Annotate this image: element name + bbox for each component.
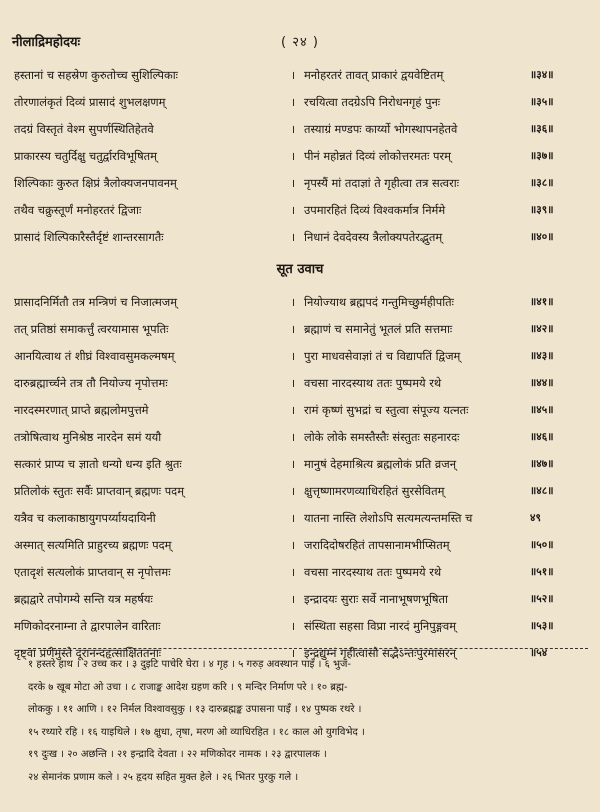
verse-first-half: प्रासादनिर्मितौ तत्र मन्त्रिणं च निजात्मजम् [14, 295, 178, 309]
verse-line [0, 532, 600, 559]
verse-second-half: लोके लोके समस्तैस्तैः संस्तुतः सहनारदः [304, 430, 460, 444]
verse-line [0, 316, 600, 343]
section-heading: सूत उवाच [276, 262, 324, 277]
verse-second-half: यातना नास्ति लेशोऽपि सत्यमत्यन्तमस्ति च [304, 511, 473, 525]
verse-number: ॥५०॥ [530, 539, 554, 551]
verse-number: ॥४६॥ [530, 431, 554, 443]
verse-first-half: एतादृशं सत्यलोकं प्राप्तवान् स नृपोत्तमः [14, 565, 171, 579]
verse-number: ॥३९॥ [530, 204, 554, 216]
half-verse-separator: । [290, 538, 296, 552]
verse-line [0, 586, 600, 613]
verse-second-half: मनोहरतरं तावत् प्राकारं द्वयवेष्टितम् [304, 68, 444, 82]
verse-first-half: अस्मात् सत्यमिति प्राहुरच्य ब्रह्मणः पदम् [14, 538, 172, 552]
half-verse-separator: । [290, 565, 296, 579]
footnote-divider [28, 648, 588, 649]
verse-second-half: वचसा नारदस्याथ ततः पुष्पमये रथे [304, 565, 442, 579]
verse-second-half: नृपस्यैं मां तदाज्ञां ते गृहीत्वा तत्र सत्वराः [304, 176, 460, 190]
verse-first-half: आनयित्वाथ तं शीघ्रं विश्वावसुमकल्मषम् [14, 349, 175, 363]
footnote-line: १ हस्तरे हाथ । २ उच्च कर । ३ दुइटि पाचेरि घेरा । ४ गृह । ५ गरुड़ अवस्थान पाइँ । ६ भुजं- [28, 659, 352, 670]
half-verse-separator: । [290, 592, 296, 606]
verse-first-half: तत्रोषित्वाथ मुनिश्रेष्ठ नारदेन समं ययौ [14, 430, 162, 444]
footnotes [28, 654, 588, 789]
half-verse-separator: । [290, 484, 296, 498]
verse-second-half: वचसा नारदस्याथ ततः पुष्पमये रथे [304, 376, 442, 390]
verse-block [0, 62, 600, 667]
verse-first-half: प्रासादं शिल्पिकारैस्तैर्दृष्टं शान्तरसागतैः [14, 230, 164, 244]
verse-first-half: शिल्पिकाः कुरुत क्षिप्रं त्रैलोक्यजनपावनम् [14, 176, 177, 190]
verse-line [0, 89, 600, 116]
verse-line [0, 343, 600, 370]
half-verse-separator: । [290, 149, 296, 163]
page-number: ( २४ ) [281, 35, 319, 50]
verse-first-half: हस्तानां च सहस्रेण कुरुतोच्च सुशिल्पिकाः [14, 68, 178, 82]
verse-first-half: यत्रैव च कलाकाष्ठायुगपर्य्यायदायिनी [14, 511, 156, 525]
verse-number: ॥५२॥ [530, 593, 554, 605]
verse-second-half: रामं कृष्णं सुभद्रां च स्तुत्वा संपूज्य यत्नतः [304, 403, 469, 417]
verses-before-heading [0, 62, 600, 251]
verse-second-half: मानुषं देहमाश्रित्य ब्रह्मलोकं प्रति व्रजन् [304, 457, 457, 471]
half-verse-separator: । [290, 646, 296, 660]
verse-second-half: नियोज्याथ ब्रह्मपदं गन्तुमिच्छुर्महीपतिः [304, 295, 454, 309]
verse-second-half: ब्रह्माणं च समानेतुं भूतलं प्रति सत्तमाः [304, 322, 453, 336]
half-verse-separator: । [290, 68, 296, 82]
verse-second-half: रचयित्वा तदग्रेऽपि निरोधनगृहं पुनः [304, 95, 441, 109]
half-verse-separator: । [290, 457, 296, 471]
half-verse-separator: । [290, 203, 296, 217]
half-verse-separator: । [290, 619, 296, 633]
verse-second-half: पीनं महोन्नतं दिव्यं लोकोत्तरमतः परम् [304, 149, 451, 163]
footnote-line: लोककु । ११ आणि । १२ निर्मल विश्वावसुकु । १३ दारुब्रह्मङ्क उपासना पाइँ । १४ पुष्पक रथरे । [28, 704, 362, 715]
verse-line [0, 170, 600, 197]
half-verse-separator: । [290, 403, 296, 417]
verse-first-half: दृष्ट्वा प्रणेमुस्ते दूरानन्दहृत्साक्षिततनाः [14, 646, 162, 660]
verse-line [0, 397, 600, 424]
verse-number: ॥३८॥ [530, 177, 554, 189]
footnote-line: २४ सेमानंक प्रणाम कले । २५ हृदय सहित मुक्त हेले । २६ भितर पुरकु गले । [28, 771, 299, 783]
verses-after-heading [0, 289, 600, 667]
verse-second-half: संस्थिता सहसा विप्रा नारदं मुनिपुङ्गवम् [304, 619, 457, 633]
verse-line [0, 197, 600, 224]
verse-first-half: तदग्रं विस्तृतं वेश्म सुपर्णस्थितिहेतवे [14, 122, 154, 136]
half-verse-separator: । [290, 349, 296, 363]
verse-number: ॥४०॥ [530, 231, 554, 243]
verse-line [0, 116, 600, 143]
verse-number: ॥४४॥ [530, 377, 554, 389]
verse-number: ॥५१॥ [530, 566, 554, 578]
verse-first-half: नारदस्मरणात् प्राप्ते ब्रह्मलोमपुत्तमे [14, 403, 149, 417]
verse-number: ॥५४ [530, 647, 548, 659]
verse-number: ॥४३॥ [530, 350, 554, 362]
verse-line [0, 370, 600, 397]
verse-second-half: तस्याग्रं मण्डपः कार्य्यो भोगस्थापनहेतवे [304, 122, 458, 136]
verse-line [0, 478, 600, 505]
verse-number: ॥४१॥ [530, 296, 554, 308]
verse-first-half: दारुब्रह्मार्च्चने तत्र तौ नियोज्य नृपोत्तमः [14, 376, 168, 390]
verse-first-half: प्राकारस्य चतुर्दिक्षु चतुर्द्वारविभूषितम् [14, 149, 157, 163]
verse-first-half: प्रतिलोकं स्तुतः सर्वैः प्राप्तवान् ब्रह्मणः पदम् [14, 484, 185, 498]
verse-first-half: तोरणालंकृतं दिव्यं प्रासादं शुभलक्षणम् [14, 95, 166, 109]
half-verse-separator: । [290, 376, 296, 390]
verse-line [0, 613, 600, 640]
running-head [0, 30, 600, 52]
verse-second-half: पुरा माधवसेवाज्ञां तं च विद्यापतिं द्विजम् [304, 349, 461, 363]
verse-first-half: ब्रह्मद्वारे तपोगम्ये सन्ति यत्र महर्षयः [14, 592, 153, 606]
verse-second-half: क्षुत्तृष्णामरणव्याधिरहितं सुरसेवितम् [304, 484, 445, 498]
verse-line [0, 289, 600, 316]
verse-line [0, 505, 600, 532]
verse-number: ॥३७॥ [530, 150, 554, 162]
half-verse-separator: । [290, 322, 296, 336]
verse-number: ॥५३॥ [530, 620, 554, 632]
footnote-line: १९ दुःख । २० अछन्ति । २१ इन्द्रादि देवता । २२ मणिकोदर नामक । २३ द्वारपालक । [28, 749, 327, 760]
verse-first-half: तत् प्रतिष्ठां समाकर्त्तुं त्वरयामास भूपतिः [14, 322, 169, 336]
verse-second-half: इन्द्रद्युम्नं गृहीत्वासौ सद्भेऽन्तःपुरमासरन् [304, 646, 456, 660]
verse-second-half: निधानं देवदेवस्य त्रैलोक्यपतेरद्भुतम् [304, 230, 443, 244]
verse-second-half: जरादिदोषरहितं तापसानामभीप्सितम् [304, 538, 450, 552]
verse-second-half: इन्द्रादयः सुराः सर्वे नानाभूषणभूषिता [304, 592, 448, 606]
half-verse-separator: । [290, 230, 296, 244]
book-title: नीलाद्रिमहोदयः [12, 35, 81, 50]
verse-first-half: सत्कारं प्राप्य च ज्ञातो धन्यो धन्य इति श्रुतः [14, 457, 182, 471]
verse-line [0, 451, 600, 478]
footnote-line: १५ रथ्यारे रहि । १६ याइथिले । १७ क्षुधा, तृषा, मरण ओ व्याधिरहित । १८ काल ओ युगविभेद । [28, 726, 365, 738]
verse-second-half: उपमारहितं दिव्यं विश्वकर्मात्र निर्ममे [304, 203, 446, 217]
half-verse-separator: । [290, 511, 296, 525]
verse-number: ४९ [530, 512, 541, 524]
half-verse-separator: । [290, 430, 296, 444]
half-verse-separator: । [290, 122, 296, 136]
half-verse-separator: । [290, 95, 296, 109]
verse-number: ॥४५॥ [530, 404, 554, 416]
half-verse-separator: । [290, 295, 296, 309]
verse-number: ॥३६॥ [530, 123, 554, 135]
verse-first-half: तथैव चक्रुस्तूर्णं मनोहरतरं द्विजाः [14, 203, 142, 217]
footnote-line: दरके ७ खूब मोटा ओ उचा । ८ राजाङ्क आदेश ग्रहण करि । ९ मन्दिर निर्माण परे । १० ब्रह्म- [28, 681, 348, 693]
verse-line [0, 424, 600, 451]
verse-line [0, 224, 600, 251]
verse-number: ॥४८॥ [530, 485, 554, 497]
half-verse-separator: । [290, 176, 296, 190]
verse-number: ॥४७॥ [530, 458, 554, 470]
verse-line [0, 143, 600, 170]
verse-number: ॥३४॥ [530, 69, 554, 81]
verse-first-half: मणिकोदरनाम्ना ते द्वारपालेन वारिताः [14, 619, 161, 633]
verse-line [0, 62, 600, 89]
verse-line [0, 559, 600, 586]
verse-number: ॥४२॥ [530, 323, 554, 335]
verse-number: ॥३५॥ [530, 96, 554, 108]
